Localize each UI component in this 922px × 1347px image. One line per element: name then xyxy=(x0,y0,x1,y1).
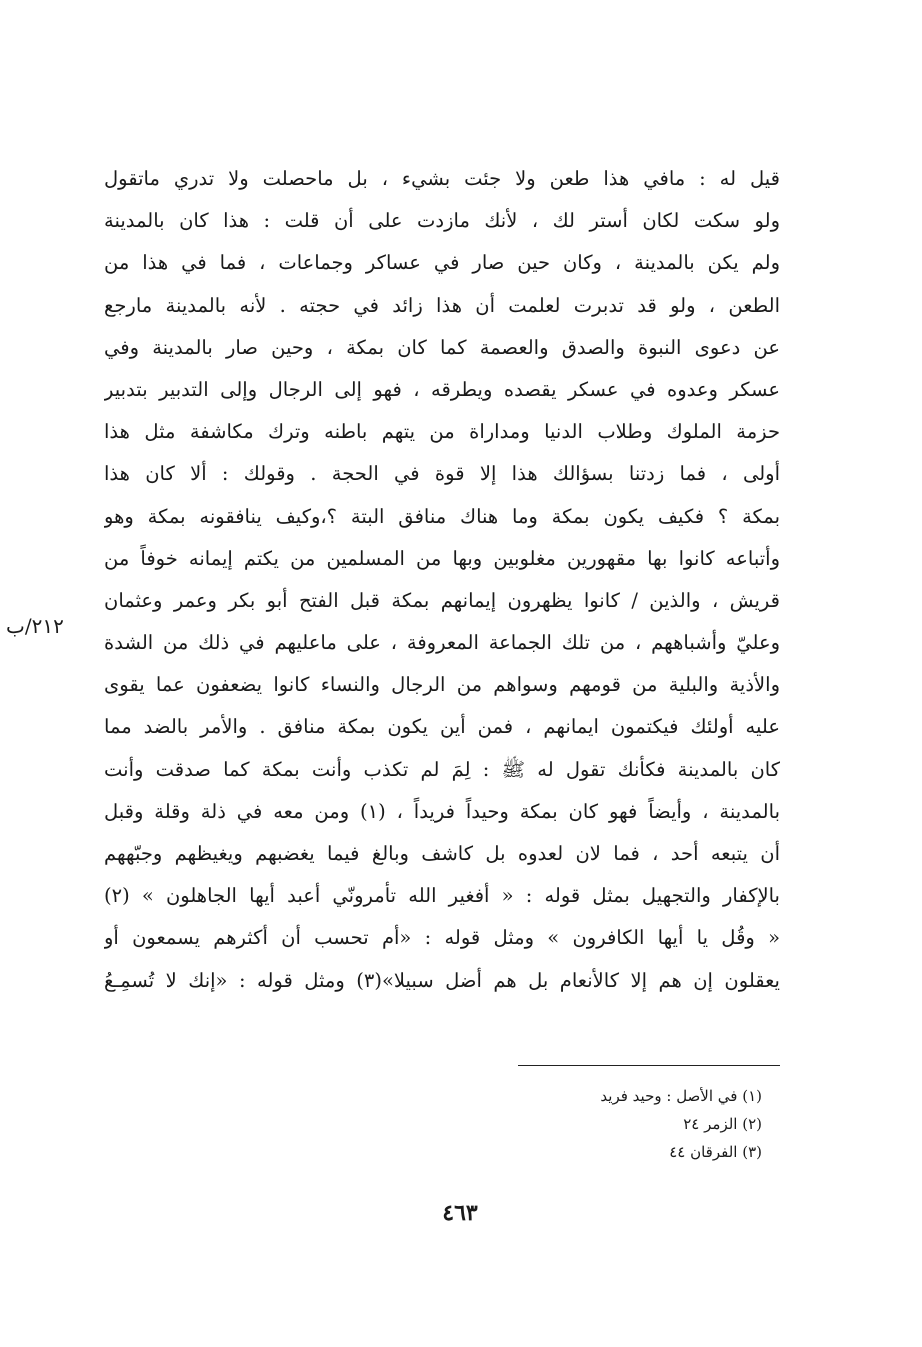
text-line: والأذية والبلية من قومهم وسواهم من الرجال والنساء كانوا يضعفون عما يقوى xyxy=(104,673,780,697)
footnotes xyxy=(440,1082,762,1166)
text-line: بمكة ؟ فكيف يكون بمكة وما هناك منافق البتة ؟،وكيف ينافقونه بمكة وهو xyxy=(104,504,780,528)
text-line: عن دعوى النبوة والصدق والعصمة كما كان بمكة ، وحين صار بالمدينة وفي xyxy=(104,335,780,359)
main-text-block xyxy=(104,158,780,1002)
text-line: الطعن ، ولو قد تدبرت لعلمت أن هذا زائد في حجته . لأنه بالمدينة مارجع xyxy=(104,293,780,317)
footnote-item: (٢) الزمر ٢٤ xyxy=(683,1115,762,1133)
text-line: عليه أولئك فيكتمون ايمانهم ، فمن أين يكون بمكة منافق . والأمر بالضد مما xyxy=(104,715,780,739)
text-line: وأتباعه كانوا بها مقهورين مغلوبين وبها من المسلمين من يكتم إيمانه خوفاً من xyxy=(104,546,780,570)
footnote-item: (٣) الفرقان ٤٤ xyxy=(669,1143,762,1161)
footnote-item: (١) في الأصل : وحيد فريد xyxy=(600,1087,762,1105)
text-line: كان بالمدينة فكأنك تقول له ﷺ : لِمَ لم تكذب وأنت بمكة كما صدقت وأنت xyxy=(104,757,780,781)
text-line: قريش ، والذين / كانوا يظهرون إيمانهم بمكة قبل الفتح أبو بكر وعمر وعثمان xyxy=(104,588,780,612)
text-line: وعليّ وأشباههم ، من تلك الجماعة المعروفة ، على ماعليهم في ذلك من الشدة xyxy=(104,631,780,655)
text-line: يعقلون إن هم إلا كالأنعام بل هم أضل سبيلا»(٣) ومثل قوله : «إنك لا تُسمِـعُ xyxy=(104,968,780,992)
text-line: بالإكفار والتجهيل بمثل قوله : « أفغير الله تأمرونّي أعبد أيها الجاهلون » (٢) xyxy=(104,884,780,908)
text-line: أولى ، فما زدتنا بسؤالك هذا إلا قوة في الحجة . وقولك : ألا كان هذا xyxy=(104,462,780,486)
text-line: بالمدينة ، وأيضاً فهو كان بمكة وحيداً فريداً ، (١) ومن معه في ذلة وقلة وقبل xyxy=(104,799,780,823)
page-number: ٤٦٣ xyxy=(442,1200,478,1226)
manuscript-folio-marker: ٢١٢/ب xyxy=(6,614,64,638)
text-line: « وقُل يا أيها الكافرون » ومثل قوله : «أم تحسب أن أكثرهم يسمعون أو xyxy=(104,926,780,950)
text-line: أن يتبعه أحد ، فما لان لعدوه بل كاشف وبالغ فيما يغضبهم ويغيظهم وجبّههم xyxy=(104,842,780,865)
text-line: عسكر وعدوه في عسكر يقصده ويطرقه ، فهو إلى الرجال وإلى التدبير بتدبير xyxy=(104,377,780,401)
text-line: حزمة الملوك وطلاب الدنيا ومداراة من يتهم باطنه وترك مكاشفة مثل هذا xyxy=(104,420,780,444)
footnote-divider xyxy=(518,1065,780,1066)
text-line: ولو سكت لكان أستر لك ، لأنك مازدت على أن قلت : هذا كان بالمدينة xyxy=(104,209,780,233)
text-line: ولم يكن بالمدينة ، وكان حين صار في عساكر وجماعات ، فما في هذا من xyxy=(104,251,780,275)
text-line: قيل له : مافي هذا طعن ولا جئت بشيء ، بل ماحصلت ولا تدري ماتقول xyxy=(104,167,780,190)
